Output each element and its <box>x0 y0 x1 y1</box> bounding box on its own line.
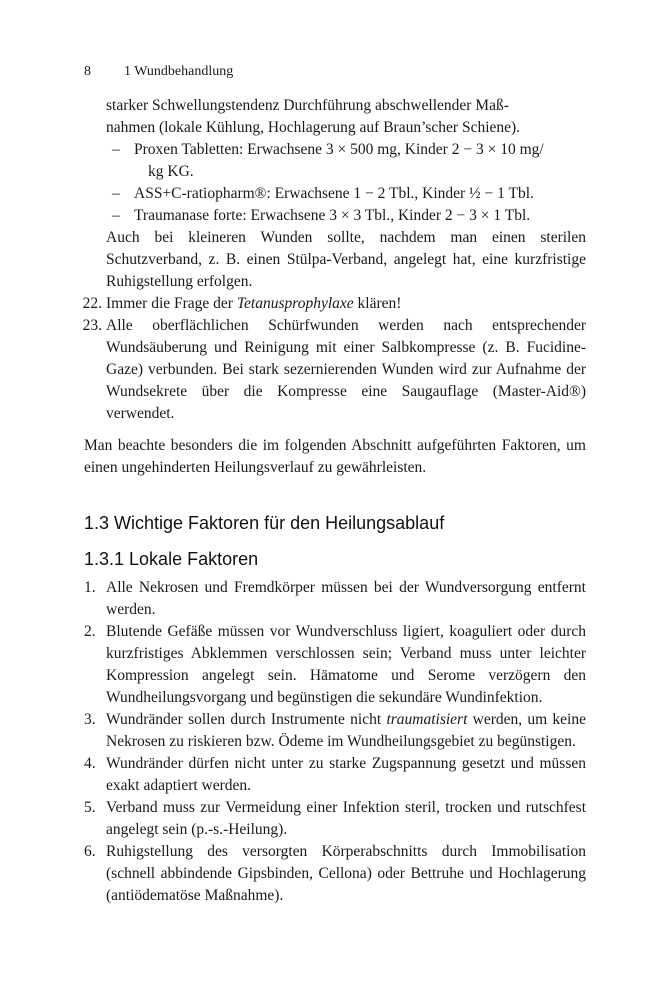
item-number: 1. <box>84 579 96 596</box>
running-header <box>84 63 604 81</box>
dash-item-text: kg KG. <box>148 163 194 180</box>
list-item <box>84 797 586 841</box>
item-text: werden, um keine Nekrosen zu riskieren bzw. Ödeme im Wundheilungsgebiet zu begünstigen. <box>106 711 586 750</box>
item-number: 5. <box>84 799 96 816</box>
item-text: Alle Nekrosen und Fremdkörper müssen bei der Wundversorgung entfernt werden. <box>106 579 586 618</box>
dash-item <box>84 183 586 205</box>
list-item <box>84 753 586 797</box>
item-number: 23. <box>82 317 102 334</box>
item-number: 4. <box>84 755 96 772</box>
item-emphasis: traumatisiert <box>386 711 468 728</box>
list-item <box>84 709 586 753</box>
body-paragraph: Man beachte besonders die im folgenden Abschnitt aufgeführten Faktoren, um einen ungehinderten Heilungsverlauf zu gewährleisten. <box>84 437 586 476</box>
numbered-list <box>84 577 586 907</box>
dash-mark: – <box>112 185 120 202</box>
dash-item-continuation <box>84 161 586 183</box>
item-number: 22. <box>82 295 102 312</box>
list-item <box>84 315 586 425</box>
section-heading: 1.3 Wichtige Faktoren für den Heilungsablauf <box>84 513 445 533</box>
item-text: Wundränder sollen durch Instrumente nicht <box>106 711 387 728</box>
dash-item-text: Traumanase forte: Erwachsene 3 × 3 Tbl., Kinder 2 − 3 × 1 Tbl. <box>134 207 531 224</box>
item-text: klären! <box>353 295 402 312</box>
item-text: Blutende Gefäße müssen vor Wundverschluss ligiert, koaguliert oder durch kurzfristiges Abklemmen verschlossen sein; Verband muss unter leichter Kompression angelegt sein. Hämatome und Serome verzögern den Wundheilungsvorgang und begünstigen die sekundäre Wundinfektion. <box>106 623 586 706</box>
continued-item <box>84 95 586 293</box>
item-number: 2. <box>84 623 96 640</box>
list-item <box>84 621 586 709</box>
item-text: Verband muss zur Vermeidung einer Infektion steril, trocken und rutschfest angelegt sein (p.-s.-Heilung). <box>106 799 586 838</box>
text-line: starker Schwellungstendenz Durchführung abschwellender Maß- <box>106 97 509 114</box>
dash-item <box>84 139 586 161</box>
item-number: 3. <box>84 711 96 728</box>
page-number: 8 <box>84 64 91 79</box>
list-item <box>84 841 586 907</box>
item-number: 6. <box>84 843 96 860</box>
item-text: Alle oberflächlichen Schürfwunden werden nach entsprechender Wundsäuberung und Reinigung mit einer Salbkompresse (z. B. Fucidine-Gaze) verbunden. Bei stark sezernierenden Wunden wird zur Aufnahme der Wundsekrete über die Kompresse eine Saugauflage (Master-Aid®) verwendet. <box>106 317 586 422</box>
dash-item <box>84 205 586 227</box>
item-text: Wundränder dürfen nicht unter zu starke Zugspannung gesetzt und müssen exakt adaptiert werden. <box>106 755 586 794</box>
text-line: nahmen (lokale Kühlung, Hochlagerung auf Braun’scher Schiene). <box>106 119 521 136</box>
dash-mark: – <box>112 141 120 158</box>
item-text: Immer die Frage der <box>106 295 237 312</box>
numbered-list-continued <box>84 293 586 425</box>
subsection-heading: 1.3.1 Lokale Faktoren <box>84 549 259 569</box>
continued-paragraph: Auch bei kleineren Wunden sollte, nachdem man einen sterilen Schutzverband, z. B. einen Stülpa-Verband, angelegt hat, eine kurzfristige Ruhigstellung erfolgen. <box>106 229 586 290</box>
page-body <box>84 95 586 907</box>
list-item <box>84 293 586 315</box>
chapter-title: 1 Wundbehandlung <box>124 64 234 79</box>
dash-item-text: ASS+C-ratiopharm®: Erwachsene 1 − 2 Tbl., Kinder ½ − 1 Tbl. <box>134 185 534 202</box>
item-emphasis: Tetanusprophylaxe <box>236 295 354 312</box>
list-item <box>84 577 586 621</box>
dash-mark: – <box>112 207 120 224</box>
dash-item-text: Proxen Tabletten: Erwachsene 3 × 500 mg, Kinder 2 − 3 × 10 mg/ <box>134 141 544 158</box>
item-text: Ruhigstellung des versorgten Körperabschnitts durch Immobilisation (schnell abbindende Gipsbinden, Cellona) oder Bettruhe und Hochlagerung (antiödematöse Maßnahme). <box>106 843 586 904</box>
